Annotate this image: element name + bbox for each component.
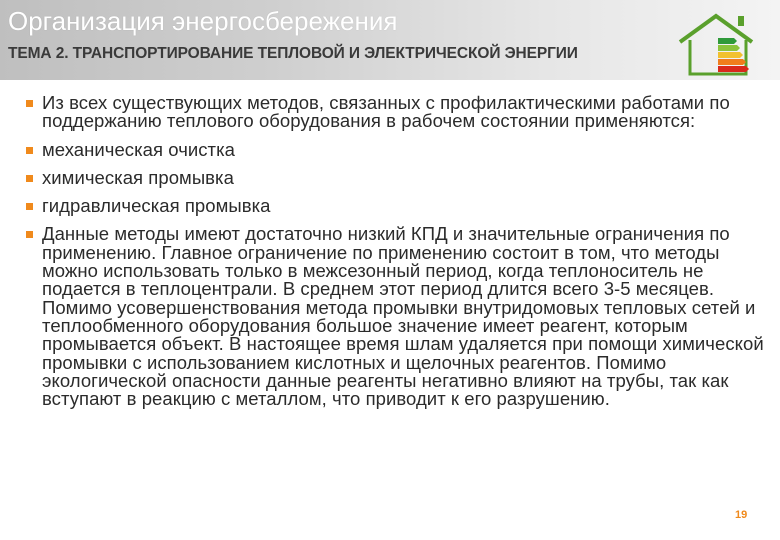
list-item-text: гидравлическая промывка — [42, 195, 271, 217]
bullet-list — [22, 94, 772, 418]
square-bullet-icon — [26, 100, 33, 107]
list-item — [22, 94, 772, 131]
list-item-text: Из всех существующих методов, связанных с профилактическими работами по поддержанию теплового оборудования в рабочем состоянии применяются: — [42, 92, 730, 132]
square-bullet-icon — [26, 203, 33, 210]
slide-title: Организация энергосбережения — [8, 6, 398, 36]
page-number: 19 — [735, 509, 748, 521]
list-item-text: химическая промывка — [42, 166, 234, 188]
square-bullet-icon — [26, 231, 33, 238]
energy-efficiency-house-icon — [676, 12, 756, 76]
list-item-text: Данные методы имеют достаточно низкий КПД и значительные ограничения по применению. Главное ограничение по применению состоит в том, что методы можно использовать только в межсезонный период, когда теплоноситель не подается в теплоцентрали. В среднем этот период длится всего 3-5 месяцев. Помимо усовершенствования метода промывки внутридомовых тепловых сетей и теплообменного оборудования большое значение имеет реагент, которым промывается объект. В настоящее время шлам удаляется при помощи химической промывки с использованием кислотных и щелочных реагентов. Помимо экологической опасности данные реагенты негативно влияют на трубы, так как вступают в реакцию с металлом, что приводит к его разрушению. — [42, 223, 764, 410]
list-item — [22, 138, 772, 160]
list-item — [22, 166, 772, 188]
list-item — [22, 197, 772, 215]
square-bullet-icon — [26, 147, 33, 154]
slide-subtitle: ТЕМА 2. ТРАНСПОРТИРОВАНИЕ ТЕПЛОВОЙ И ЭЛЕКТРИЧЕСКОЙ ЭНЕРГИИ — [8, 45, 578, 62]
list-item-text: механическая очистка — [42, 138, 235, 160]
list-item — [22, 225, 772, 408]
slide-header — [0, 0, 780, 80]
square-bullet-icon — [26, 175, 33, 182]
